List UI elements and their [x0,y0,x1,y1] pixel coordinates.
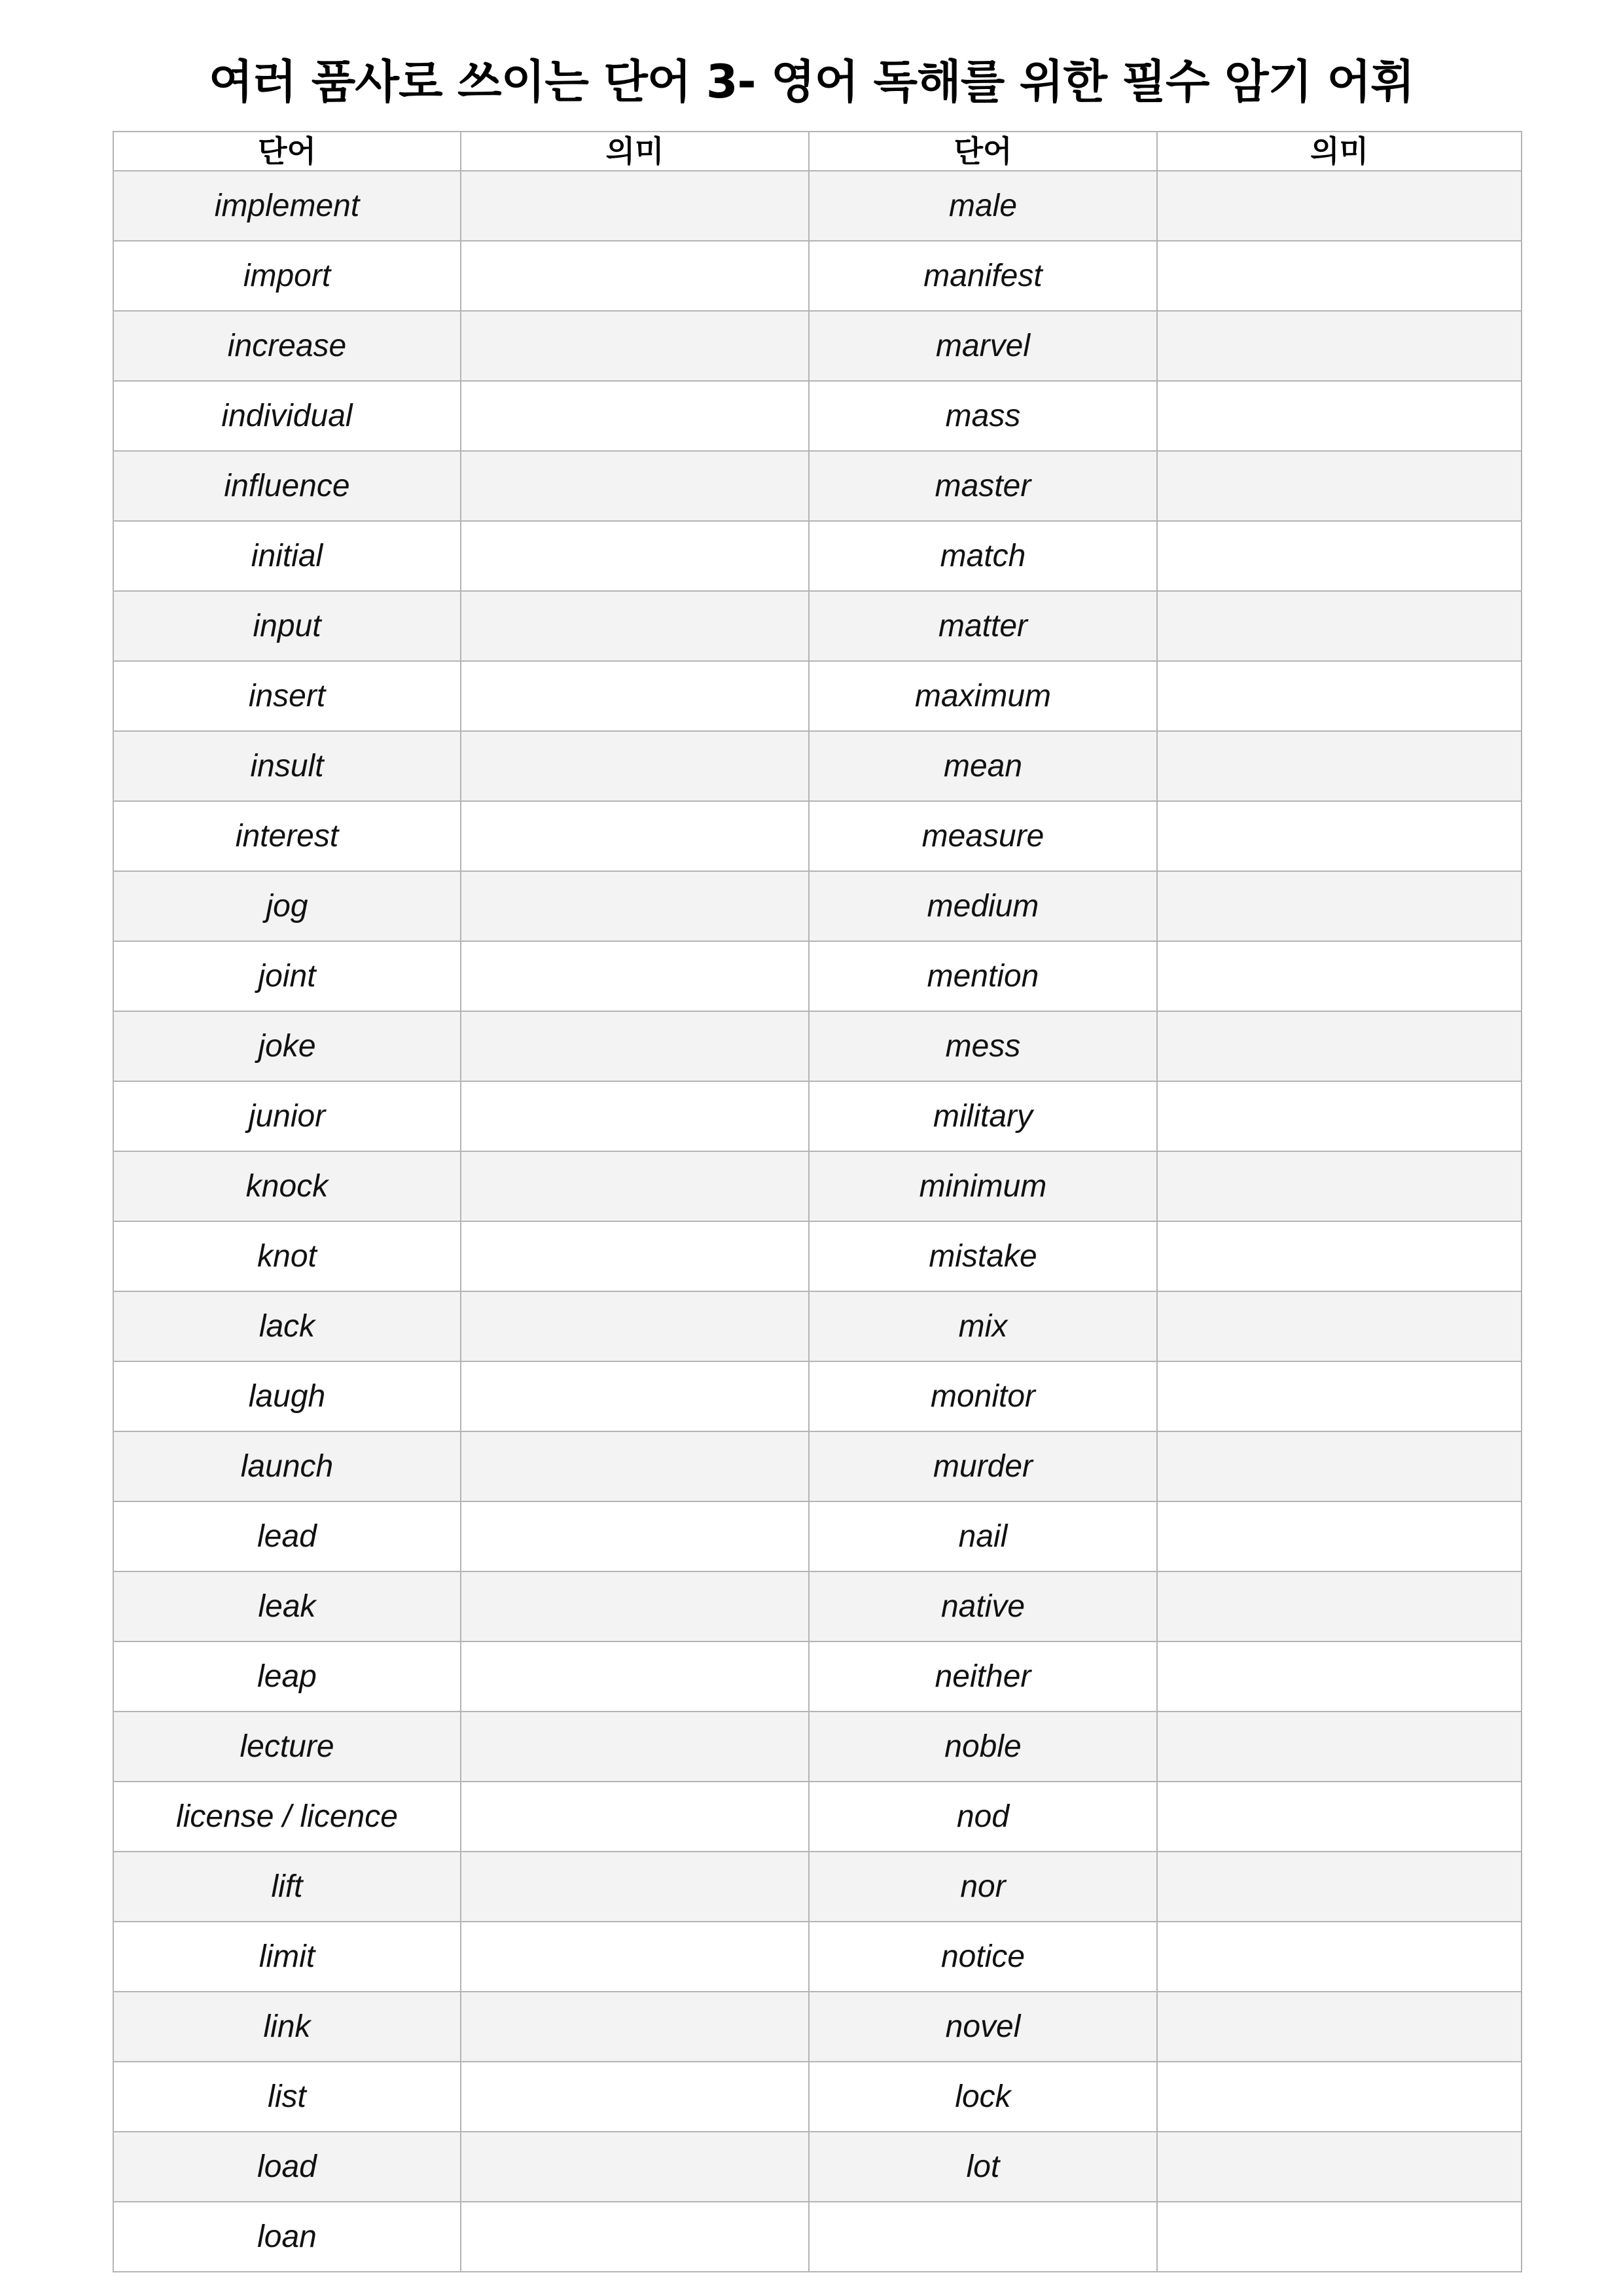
meaning-cell-right [1157,661,1522,731]
word-cell-left: license / licence [113,1782,461,1852]
word-cell-left: lead [113,1501,461,1571]
word-cell-left: lift [113,1852,461,1922]
table-row [113,2202,1522,2272]
word-cell-left: junior [113,1081,461,1151]
table-row [113,1361,1522,1431]
table-row [113,801,1522,871]
table-row [113,171,1522,241]
table-header [113,132,1522,171]
word-cell-right: lot [809,2132,1157,2202]
word-cell-right: marvel [809,311,1157,381]
word-cell-left: leap [113,1641,461,1712]
word-cell-left: insult [113,731,461,801]
meaning-cell-right [1157,1291,1522,1361]
table-body [113,171,1522,2272]
word-cell-right: nor [809,1852,1157,1922]
meaning-cell-left [461,1291,809,1361]
meaning-cell-left [461,1712,809,1782]
word-cell-left: link [113,1992,461,2062]
meaning-cell-right [1157,941,1522,1011]
table-row [113,1291,1522,1361]
meaning-cell-left [461,871,809,941]
table-row [113,451,1522,521]
meaning-cell-right [1157,171,1522,241]
meaning-cell-left [461,1011,809,1081]
meaning-cell-left [461,1361,809,1431]
meaning-cell-left [461,1641,809,1712]
word-cell-left: increase [113,311,461,381]
meaning-cell-right [1157,1081,1522,1151]
table-row [113,1431,1522,1501]
meaning-cell-right [1157,871,1522,941]
meaning-cell-right [1157,2132,1522,2202]
table-row [113,1501,1522,1571]
table-row [113,1712,1522,1782]
word-cell-left: initial [113,521,461,591]
meaning-cell-left [461,1081,809,1151]
meaning-cell-left [461,1922,809,1992]
table-row [113,871,1522,941]
meaning-cell-right [1157,1571,1522,1641]
word-cell-right: notice [809,1922,1157,1992]
meaning-cell-right [1157,1992,1522,2062]
meaning-cell-right [1157,521,1522,591]
table-row [113,1992,1522,2062]
table-row [113,941,1522,1011]
word-cell-right: nod [809,1782,1157,1852]
table-row [113,311,1522,381]
table-row [113,1852,1522,1922]
meaning-cell-right [1157,1922,1522,1992]
meaning-cell-left [461,521,809,591]
word-cell-right: mistake [809,1221,1157,1291]
word-cell-left: joint [113,941,461,1011]
table-row [113,1571,1522,1641]
word-cell-left: joke [113,1011,461,1081]
meaning-cell-left [461,801,809,871]
word-cell-left: loan [113,2202,461,2272]
word-cell-right: native [809,1571,1157,1641]
table-row [113,1641,1522,1712]
table-row [113,241,1522,311]
meaning-cell-left [461,1151,809,1221]
meaning-cell-left [461,1221,809,1291]
meaning-cell-left [461,1852,809,1922]
vocabulary-table [113,131,1522,2272]
word-cell-right: nail [809,1501,1157,1571]
meaning-cell-left [461,451,809,521]
word-cell-right: mix [809,1291,1157,1361]
word-cell-right: measure [809,801,1157,871]
header-word-1: 단어 [113,132,461,171]
word-cell-left: list [113,2062,461,2132]
word-cell-right: medium [809,871,1157,941]
word-cell-left: influence [113,451,461,521]
word-cell-right: mention [809,941,1157,1011]
word-cell-right: male [809,171,1157,241]
word-cell-right: military [809,1081,1157,1151]
meaning-cell-left [461,1992,809,2062]
header-meaning-2: 의미 [1157,132,1522,171]
word-cell-right: noble [809,1712,1157,1782]
meaning-cell-left [461,311,809,381]
meaning-cell-right [1157,1011,1522,1081]
meaning-cell-left [461,241,809,311]
header-word-2: 단어 [809,132,1157,171]
meaning-cell-right [1157,801,1522,871]
meaning-cell-left [461,1431,809,1501]
meaning-cell-left [461,1782,809,1852]
meaning-cell-right [1157,241,1522,311]
table-row [113,521,1522,591]
word-cell-left: knock [113,1151,461,1221]
word-cell-left: import [113,241,461,311]
meaning-cell-left [461,381,809,451]
meaning-cell-right [1157,1852,1522,1922]
meaning-cell-left [461,2202,809,2272]
word-cell-right: novel [809,1992,1157,2062]
word-cell-left: input [113,591,461,661]
word-cell-right: murder [809,1431,1157,1501]
table-row [113,1081,1522,1151]
meaning-cell-left [461,171,809,241]
header-row [113,132,1522,171]
meaning-cell-right [1157,1151,1522,1221]
meaning-cell-right [1157,2062,1522,2132]
word-cell-right: master [809,451,1157,521]
word-cell-left: limit [113,1922,461,1992]
word-cell-right: mass [809,381,1157,451]
word-cell-right: maximum [809,661,1157,731]
word-cell-left: jog [113,871,461,941]
meaning-cell-left [461,1571,809,1641]
word-cell-left: knot [113,1221,461,1291]
meaning-cell-right [1157,2202,1522,2272]
meaning-cell-right [1157,451,1522,521]
table-row [113,591,1522,661]
table-row [113,661,1522,731]
word-cell-right: neither [809,1641,1157,1712]
table-row [113,1011,1522,1081]
table-row [113,381,1522,451]
word-cell-left: interest [113,801,461,871]
meaning-cell-right [1157,1501,1522,1571]
meaning-cell-left [461,2132,809,2202]
meaning-cell-right [1157,1782,1522,1852]
word-cell-left: laugh [113,1361,461,1431]
table-row [113,731,1522,801]
meaning-cell-left [461,661,809,731]
table-row [113,2132,1522,2202]
word-cell-right: minimum [809,1151,1157,1221]
meaning-cell-right [1157,381,1522,451]
table-row [113,1922,1522,1992]
meaning-cell-right [1157,311,1522,381]
meaning-cell-left [461,591,809,661]
meaning-cell-right [1157,1712,1522,1782]
word-cell-left: lecture [113,1712,461,1782]
word-cell-right: lock [809,2062,1157,2132]
meaning-cell-right [1157,1361,1522,1431]
word-cell-right: mess [809,1011,1157,1081]
meaning-cell-right [1157,1641,1522,1712]
header-meaning-1: 의미 [461,132,809,171]
word-cell-left: insert [113,661,461,731]
word-cell-right: mean [809,731,1157,801]
word-cell-left: leak [113,1571,461,1641]
meaning-cell-left [461,731,809,801]
word-cell-right: matter [809,591,1157,661]
meaning-cell-right [1157,731,1522,801]
word-cell-right: monitor [809,1361,1157,1431]
word-cell-right: manifest [809,241,1157,311]
word-cell-right [809,2202,1157,2272]
table-row [113,1221,1522,1291]
word-cell-left: load [113,2132,461,2202]
word-cell-left: launch [113,1431,461,1501]
table-row [113,1151,1522,1221]
word-cell-right: match [809,521,1157,591]
word-cell-left: individual [113,381,461,451]
page-title: 여러 품사로 쓰이는 단어 3- 영어 독해를 위한 필수 암기 어휘 [209,55,1414,109]
table-row [113,2062,1522,2132]
meaning-cell-right [1157,591,1522,661]
table-row [113,1782,1522,1852]
meaning-cell-right [1157,1221,1522,1291]
meaning-cell-left [461,1501,809,1571]
meaning-cell-left [461,941,809,1011]
word-cell-left: implement [113,171,461,241]
meaning-cell-left [461,2062,809,2132]
meaning-cell-right [1157,1431,1522,1501]
word-cell-left: lack [113,1291,461,1361]
